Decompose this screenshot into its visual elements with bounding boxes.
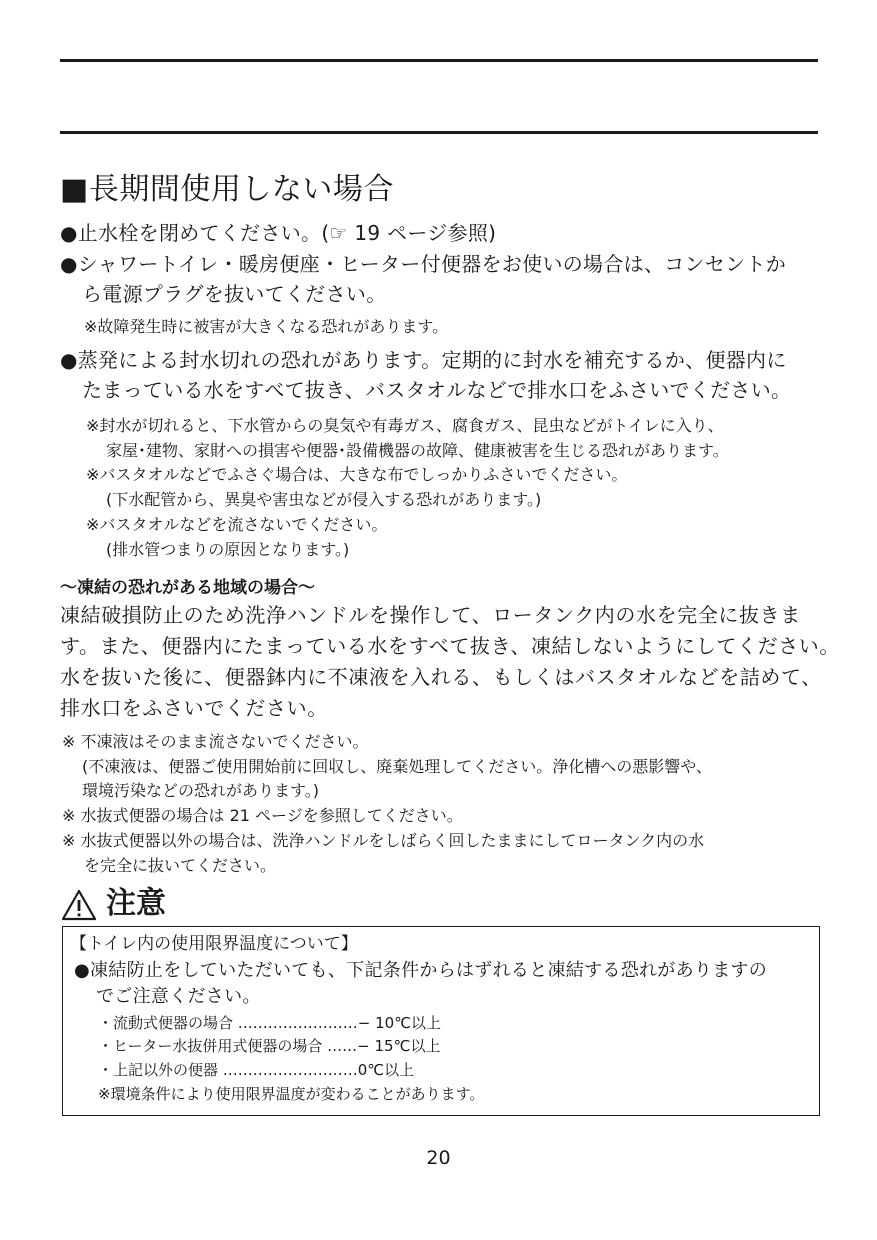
freeze-paragraph-line-3: 水を抜いた後に、便器鉢内に不凍液を入れる、もしくはバスタオルなどを詰めて、	[60, 665, 822, 689]
note-drain-type: ※ 水抜式便器の場合は 21 ページを参照してください。	[62, 806, 463, 825]
section-heading: ■長期間使用しない場合	[60, 172, 394, 207]
bullet-unplug-line-1: ●シャワートイレ・暖房便座・ヒーター付便器をお使いの場合は、コンセントか	[60, 252, 787, 276]
caution-bullet-line-2: でご注意ください。	[96, 986, 261, 1007]
freeze-paragraph-line-2: す。また、便器内にたまっている水をすべて抜き、凍結しないようにしてください。	[60, 634, 840, 658]
note-towel-line-2: (下水配管から、異臭や害虫などが侵入する恐れがあります。)	[106, 490, 542, 509]
caution-box-note: ※環境条件により使用限界温度が変わることがあります。	[98, 1085, 485, 1103]
temperature-item-other: ・上記以外の便器 ………………………0℃以上	[98, 1061, 415, 1079]
note-no-flush-line-2: (排水管つまりの原因となります。)	[106, 540, 350, 559]
temperature-item-flow: ・流動式便器の場合 ……………………− 10℃以上	[98, 1014, 442, 1032]
note-seal-line-2: 家屋･建物、家財への損害や便器･設備機器の故障、健康被害を生じる恐れがあります。	[106, 441, 729, 460]
caution-title: 注意	[106, 886, 166, 921]
note-seal-line-1: ※封水が切れると、下水管からの臭気や有毒ガス、腐食ガス、昆虫などがトイレに入り、	[86, 416, 724, 435]
note-towel-line-1: ※バスタオルなどでふさぐ場合は、大きな布でしっかりふさいでください。	[86, 465, 628, 484]
freeze-subheading: 〜凍結の恐れがある地域の場合〜	[60, 578, 315, 598]
note-failure: ※故障発生時に被害が大きくなる恐れがあります。	[84, 317, 449, 336]
note-no-flush-line-1: ※バスタオルなどを流さないでください。	[86, 515, 388, 534]
caution-bullet-line-1: ●凍結防止をしていただいても、下記条件からはずれると凍結する恐れがありますの	[74, 960, 768, 981]
freeze-paragraph-line-1: 凍結破損防止のため洗浄ハンドルを操作して、ロータンク内の水を完全に抜きま	[60, 603, 801, 627]
top-rule-1	[60, 59, 818, 62]
top-rule-2	[60, 131, 818, 134]
temperature-item-heater: ・ヒーター水抜併用式便器の場合 ……− 15℃以上	[98, 1037, 441, 1055]
bullet-evaporation-line-1: ●蒸発による封水切れの恐れがあります。定期的に封水を補充するか、便器内に	[60, 348, 787, 372]
note-antifreeze-line-1: ※ 不凍液はそのまま流さないでください。	[62, 732, 369, 751]
note-antifreeze-line-3: 環境汚染などの恐れがあります。)	[82, 781, 319, 800]
bullet-unplug-line-2: ら電源プラグを抜いてください。	[82, 282, 387, 306]
warning-triangle-icon	[61, 889, 97, 921]
page-number: 20	[426, 1147, 451, 1169]
note-antifreeze-line-2: (不凍液は、便器ご使用開始前に回収し、廃棄処理してください。浄化槽への悪影響や、	[82, 757, 712, 776]
freeze-paragraph-line-4: 排水口をふさいでください。	[60, 696, 328, 720]
note-other-type-line-1: ※ 水抜式便器以外の場合は、洗浄ハンドルをしばらく回したままにしてロータンク内の水	[62, 831, 705, 850]
caution-box-heading: 【トイレ内の使用限界温度について】	[70, 934, 358, 954]
note-other-type-line-2: を完全に抜いてください。	[84, 856, 277, 875]
bullet-close-valve: ●止水栓を閉めてください。(☞ 19 ページ参照)	[60, 221, 497, 245]
bullet-evaporation-line-2: たまっている水をすべて抜き、バスタオルなどで排水口をふさいでください。	[82, 378, 792, 402]
